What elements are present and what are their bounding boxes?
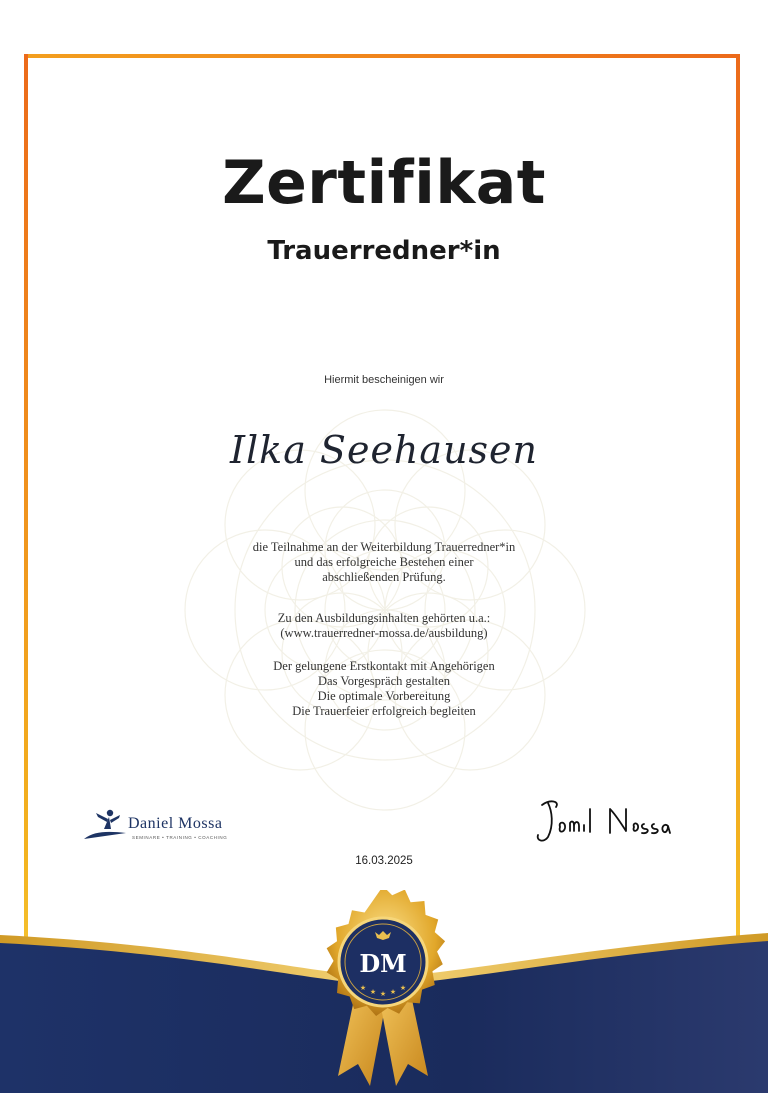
star-icon: ★ [379, 990, 387, 998]
seal-badge [308, 890, 458, 1090]
logo-name: Daniel Mossa [128, 815, 223, 832]
content-item: Die optimale Vorbereitung [317, 689, 451, 703]
participation-line: die Teilnahme an der Weiterbildung Trauerredner*in [252, 540, 516, 554]
certificate-title: Zertifikat [222, 148, 546, 218]
content-list [0, 659, 768, 719]
star-icon: ★ [359, 984, 367, 992]
content-url: (www.trauerredner-mossa.de/ausbildung) [280, 626, 488, 640]
participation-line: und das erfolgreiche Bestehen einer [294, 555, 474, 569]
content-heading [0, 611, 768, 641]
frame-top-border [24, 54, 740, 58]
content-item: Das Vorgespräch gestalten [318, 674, 450, 688]
content-item: Die Trauerfeier erfolgreich begleiten [292, 704, 476, 718]
signature [530, 795, 680, 850]
intro-text: Hiermit bescheinigen wir [324, 374, 444, 386]
content-item: Der gelungene Erstkontakt mit Angehörigen [273, 659, 495, 673]
certificate-date: 16.03.2025 [355, 855, 413, 867]
certificate-subtitle: Trauerredner*in [267, 236, 501, 266]
seal-initials: DM [359, 949, 407, 978]
star-icon: ★ [399, 984, 407, 992]
content-heading-line: Zu den Ausbildungsinhalten gehörten u.a.: [277, 611, 491, 625]
signature-name [602, 848, 609, 850]
participation-text [0, 540, 768, 585]
star-icon: ★ [389, 988, 397, 996]
logo-figure-icon [82, 805, 128, 845]
recipient-name: Ilka Seehausen [230, 428, 538, 472]
star-icon: ★ [369, 988, 377, 996]
daniel-mossa-logo [82, 805, 252, 845]
logo-tagline: SEMINARE • TRAINING • COACHING [132, 835, 228, 840]
participation-line: abschließenden Prüfung. [322, 570, 446, 584]
